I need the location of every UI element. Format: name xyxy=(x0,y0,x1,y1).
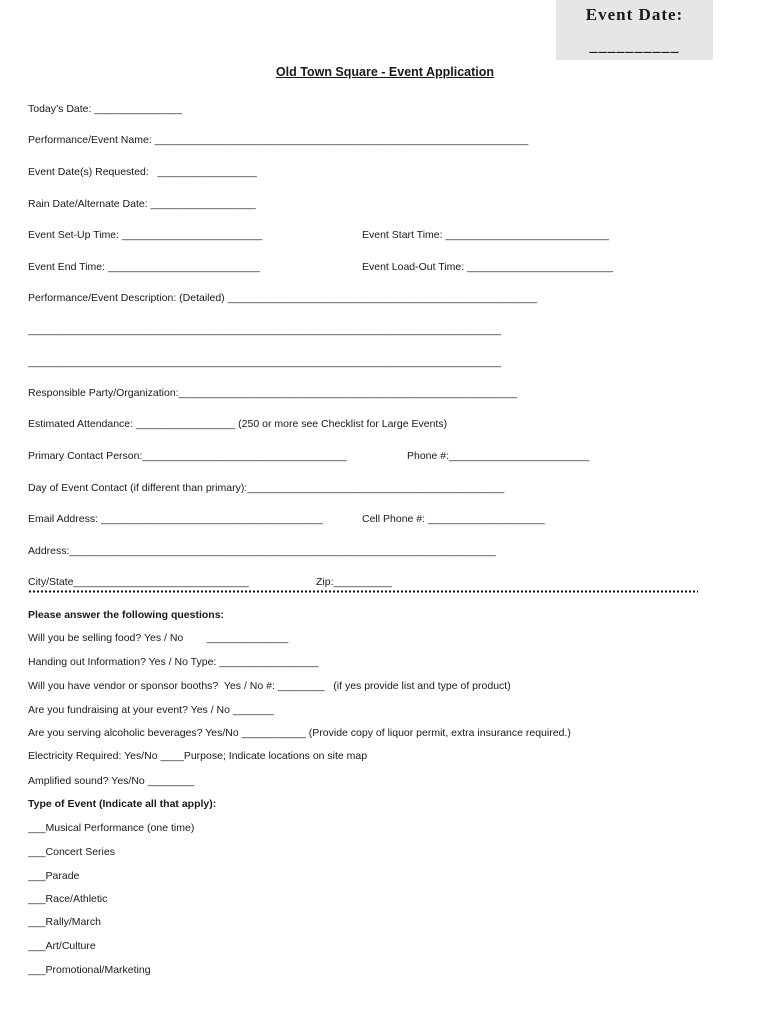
event-date-box xyxy=(556,0,713,60)
phone-field[interactable]: Phone #:________________________ xyxy=(407,450,590,462)
primary-contact-field[interactable]: Primary Contact Person:___________________________________ xyxy=(28,450,347,462)
handing-info-question[interactable]: Handing out Information? Yes / No Type: _________________ xyxy=(28,656,319,668)
dates-requested-field[interactable]: Event Date(s) Requested: _________________ xyxy=(28,166,257,178)
event-date-value[interactable]: __________ xyxy=(589,38,680,55)
todays-date-field[interactable]: Today’s Date: _______________ xyxy=(28,103,182,115)
cell-phone-field[interactable]: Cell Phone #: ____________________ xyxy=(362,513,545,525)
attendance-field[interactable]: Estimated Attendance: _________________ (250 or more see Checklist for Large Events) xyxy=(28,418,448,430)
questions-heading: Please answer the following questions: xyxy=(28,609,225,621)
selling-food-question[interactable]: Will you be selling food? Yes / No ______________ xyxy=(28,632,289,644)
email-field[interactable]: Email Address: ______________________________________ xyxy=(28,513,323,525)
city-state-field[interactable]: City/State______________________________ xyxy=(28,576,249,588)
alcohol-question[interactable]: Are you serving alcoholic beverages? Yes/No ___________ (Provide copy of liquor permit, extra insurance required.) xyxy=(28,727,571,739)
event-type-item[interactable]: ___Concert Series xyxy=(28,846,115,858)
rain-date-field[interactable]: Rain Date/Alternate Date: __________________ xyxy=(28,198,256,210)
electricity-question[interactable]: Electricity Required: Yes/No ____Purpose; Indicate locations on site map xyxy=(28,750,368,762)
event-type-heading: Type of Event (Indicate all that apply): xyxy=(28,798,217,810)
page-title: Old Town Square - Event Application xyxy=(275,65,495,79)
responsible-party-field[interactable]: Responsible Party/Organization:__________________________________________________________ xyxy=(28,387,518,399)
event-type-item[interactable]: ___Race/Athletic xyxy=(28,893,108,905)
event-name-field[interactable]: Performance/Event Name: ________________________________________________________________ xyxy=(28,134,529,146)
start-time-field[interactable]: Event Start Time: ____________________________ xyxy=(362,229,609,241)
setup-time-field[interactable]: Event Set-Up Time: ________________________ xyxy=(28,229,263,241)
event-type-item[interactable]: ___Parade xyxy=(28,870,80,882)
end-time-field[interactable]: Event End Time: __________________________ xyxy=(28,261,260,273)
event-date-label: Event Date: xyxy=(585,5,684,24)
day-of-contact-field[interactable]: Day of Event Contact (if different than primary):____________________________________________ xyxy=(28,482,505,494)
event-type-item[interactable]: ___Promotional/Marketing xyxy=(28,964,151,976)
loadout-time-field[interactable]: Event Load-Out Time: _________________________ xyxy=(362,261,614,273)
amplified-sound-question[interactable]: Amplified sound? Yes/No ________ xyxy=(28,775,195,787)
zip-field[interactable]: Zip:__________ xyxy=(316,576,392,588)
vendor-booths-question[interactable]: Will you have vendor or sponsor booths? Yes / No #: ________ (if yes provide list and type of product) xyxy=(28,680,511,692)
description-field[interactable]: Performance/Event Description: (Detailed) _____________________________________________________ xyxy=(28,292,538,304)
fundraising-question[interactable]: Are you fundraising at your event? Yes / No _______ xyxy=(28,704,274,716)
address-field[interactable]: Address:_________________________________________________________________________ xyxy=(28,545,496,557)
event-type-item[interactable]: ___Musical Performance (one time) xyxy=(28,822,195,834)
description-line-3[interactable]: _________________________________________________________________________________ xyxy=(28,356,502,368)
dotted-divider xyxy=(28,590,698,593)
event-type-item[interactable]: ___Art/Culture xyxy=(28,940,96,952)
description-line-2[interactable]: _________________________________________________________________________________ xyxy=(28,324,502,336)
event-type-item[interactable]: ___Rally/March xyxy=(28,916,101,928)
